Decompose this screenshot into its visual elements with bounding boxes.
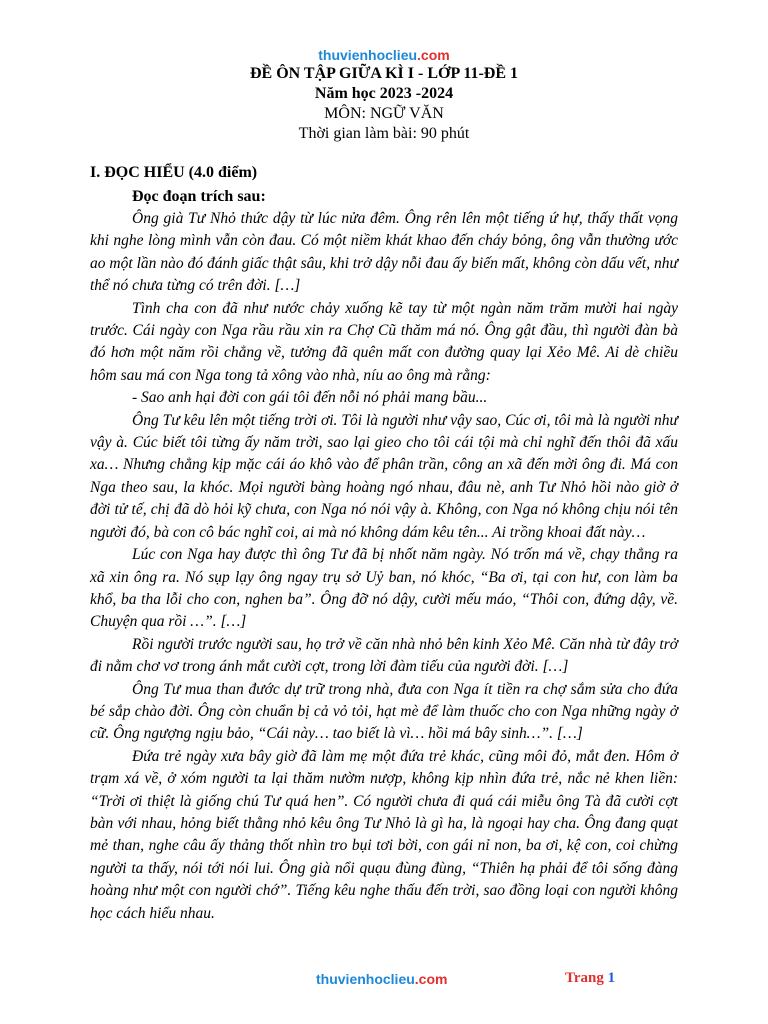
site-domain: .com xyxy=(417,47,450,63)
footer-site-domain: .com xyxy=(414,971,448,987)
site-name: thuvienhoclieu xyxy=(318,47,418,63)
document-footer xyxy=(0,970,768,990)
passage-paragraph: Rồi người trước người sau, họ trở về căn nhà nhỏ bên kinh Xẻo Mê. Căn nhà từ đây trở đi nằm chơ vơ trong ánh mắt cười cợt, trong lời đàm tiếu của người đời. […] xyxy=(90,635,678,676)
passage-paragraph: - Sao anh hại đời con gái tôi đến nỗi nó phải mang bầu... xyxy=(132,389,488,407)
footer-site-link[interactable] xyxy=(316,970,447,988)
footer-site-name: thuvienhoclieu xyxy=(316,971,415,987)
page-number-value: 1 xyxy=(607,970,616,986)
school-year: Năm học 2023 -2024 xyxy=(314,85,454,102)
page-number xyxy=(565,970,615,987)
time-limit: Thời gian làm bài: 90 phút xyxy=(298,125,470,142)
passage-paragraph: Lúc con Nga hay được thì ông Tư đã bị nhốt năm ngày. Nó trốn má về, chạy thẳng ra xã xin ông ra. Nó sụp lạy ông ngay trụ sở Uỷ ban, nó khóc, “Ba ơi, tại con hư, con làm ba khổ, ba tha lỗi cho con, nghen ba”. Ông đỡ nó dậy, cười mếu máo, “Thôi con, đứng dậy, về. Chuyện qua rồi …”. […] xyxy=(90,546,678,631)
subject-line: MÔN: NGỮ VĂN xyxy=(324,105,444,122)
document-header xyxy=(0,46,768,144)
reading-instruction: Đọc đoạn trích sau: xyxy=(132,188,266,205)
section-heading: I. ĐỌC HIỂU (4.0 điểm) xyxy=(90,164,258,181)
passage-paragraph: Ông già Tư Nhỏ thức dậy từ lúc nửa đêm. Ông rên lên một tiếng ứ hự, thấy thất vọng khi nghe lòng mình vẫn còn đau. Có một niềm khát khao đến cháy bỏng, ông vẫn thường ước ao một lần nào đó đánh giấc thật sâu, khi trở dậy nỗi đau ấy biến mất, không còn dấu vết, như thể nó chưa từng có trên đời. […] xyxy=(90,210,678,295)
passage-paragraph: Ông Tư kêu lên một tiếng trời ơi. Tôi là người như vậy sao, Cúc ơi, tôi mà là người như vậy à. Cúc biết tôi từng ấy năm trời, sao lại gieo cho tôi cái tội mà chỉ nghĩ đến thôi đã xấu xa… Nhưng chẳng kịp mặc cái áo khô vào để phân trần, công an xã đến mời ông đi. Má con Nga theo sau, la khóc. Mọi người bàng hoàng ngó nhau, đâu nè, anh Tư Nhỏ hồi nào giờ ở đời tử tế, chị đã dò hỏi kỹ chưa, con Nga nó nói vậy à. Không, con Nga nó không chịu nói tên người đó, bà con cô bác nghĩ coi, ai mà nó không dám kêu tên... Ai trồng khoai đất này… xyxy=(90,411,678,541)
page-label: Trang xyxy=(565,970,608,986)
passage-paragraph: Tình cha con đã như nước chảy xuống kẽ tay từ một ngàn năm trăm mười hai ngày trước. Cái ngày con Nga rầu rầu xin ra Chợ Cũ thăm má nó. Ông gật đầu, thì người đàn bà đó hơn một năm rồi chẳng về, tưởng đã quên mất con đường quay lại Xẻo Mê. Ai dè chiều hôm sau má con Nga tong tả xông vào nhà, níu ao ông mà rằng: xyxy=(90,299,678,384)
document-body xyxy=(90,162,678,925)
site-logo-text[interactable] xyxy=(0,46,768,64)
passage-paragraph: Đứa trẻ ngày xưa bây giờ đã làm mẹ một đứa trẻ khác, cũng môi đỏ, mắt đen. Hôm ở trạm xá về, ở xóm người ta lại thăm nườm nượp, không kịp nhìn đứa trẻ, nắc nẻ khen liền: “Trời ơi thiệt là giống chú Tư quá hen”. Có người chưa đi quá cái miễu ông Tà đã cười cợt bàn với nhau, hỏng biết thằng nhỏ kêu ông Tư Nhỏ là gì ha, là ngoại hay cha. Ông đang quạt mẻ than, nghe câu ấy thảng thốt nhìn tro bụi tơi bời, con gái nỉ non, ba ơi, kệ con, coi chừng người ta thấy, nói tới nói lui. Ông già nổi quạu đùng đùng, “Thiên hạ phải để tôi sống đàng hoàng như một con người chớ”. Tiếng kêu nghe thấu đến trời, sao đồng loại con người không học cách hiểu nhau. xyxy=(90,747,678,922)
passage-paragraph: Ông Tư mua than đước dự trữ trong nhà, đưa con Nga ít tiền ra chợ sắm sửa cho đứa bé sắp chào đời. Ông còn chuẩn bị cả vỏ tỏi, hạt mè để làm thuốc cho con Nga những ngày ở cữ. Ông ngượng ngịu bảo, “Cái này… tao biết là vì… hồi má bây sinh…”. […] xyxy=(90,680,678,743)
exam-title: ĐỀ ÔN TẬP GIỮA KÌ I - LỚP 11-ĐỀ 1 xyxy=(249,65,519,82)
